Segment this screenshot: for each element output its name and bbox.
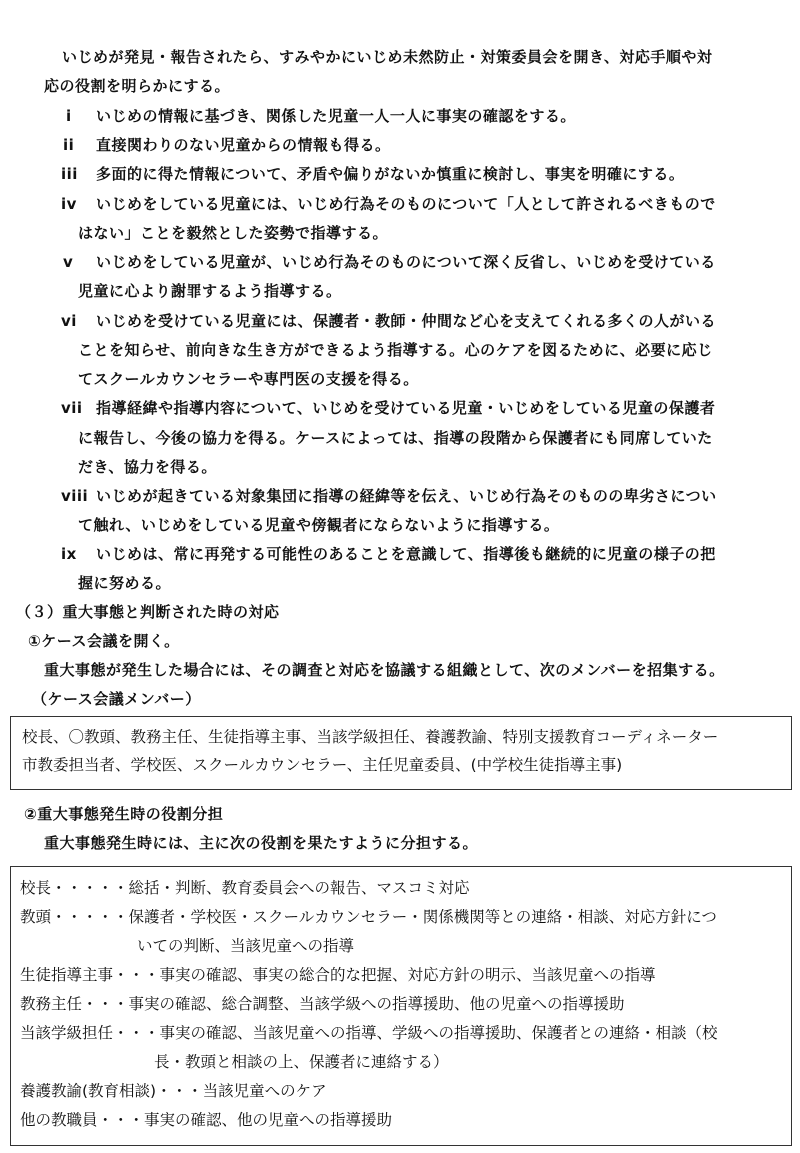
step-vii-marker: vii [61, 399, 83, 417]
step-i-text: いじめの情報に基づき、関係した児童一人一人に事実の確認をする。 [96, 107, 576, 125]
step-ii-text: 直接関わりのない児童からの情報も得る。 [96, 136, 391, 154]
step-ix-marker: ix [61, 545, 77, 563]
step-vii-text-2: に報告し、今後の協力を得る。ケースによっては、指導の段階から保護者にも同席していた [78, 429, 713, 447]
step-i-marker: i [66, 107, 72, 125]
step-vii-text-3: だき、協力を得る。 [78, 458, 217, 476]
roles-text: 重大事態発生時には、主に次の役割を果たすように分担する。 [44, 834, 479, 852]
role-other-staff: 他の教職員・・・事実の確認、他の児童への指導援助 [20, 1111, 393, 1129]
step-ix-text-2: 握に努める。 [78, 574, 172, 592]
section-3-heading: （３）重大事態と判断された時の対応 [16, 603, 280, 621]
step-vi-marker: vi [61, 312, 77, 330]
members-label: （ケース会議メンバー） [32, 690, 201, 708]
step-ii-marker: ii [63, 136, 75, 154]
step-viii-marker: viii [61, 487, 89, 505]
role-vice-principal-1: 教頭・・・・・保護者・学校医・スクールカウンセラー・関係機関等との連絡・相談、対応方針につ [20, 908, 717, 926]
role-student-guidance: 生徒指導主事・・・事実の確認、事実の総合的な把握、対応方針の明示、当該児童への指導 [20, 966, 656, 984]
members-line-1: 校長、〇教頭、教務主任、生徒指導主事、当該学級担任、養護教諭、特別支援教育コーディネーター [22, 728, 719, 746]
step-vi-text-2: ことを知らせ、前向きな生き方ができるよう指導する。心のケアを図るために、必要に応じ [78, 341, 713, 359]
step-iv-marker: iv [61, 195, 77, 213]
step-v-text-1: いじめをしている児童が、いじめ行為そのものについて深く反省し、いじめを受けている [96, 253, 716, 271]
case-meeting-heading: ①ケース会議を開く。 [28, 632, 180, 650]
step-vi-text-1: いじめを受けている児童には、保護者・教師・仲間など心を支えてくれる多くの人がいる [96, 312, 717, 330]
intro-line-2: 応の役割を明らかにする。 [44, 77, 231, 95]
step-vii-text-1: 指導経緯や指導内容について、いじめを受けている児童・いじめをしている児童の保護者 [96, 399, 716, 417]
step-ix-text-1: いじめは、常に再発する可能性のあることを意識して、指導後も継続的に児童の様子の把 [96, 545, 716, 563]
role-vice-principal-2: いての判断、当該児童への指導 [137, 937, 355, 955]
step-viii-text-1: いじめが起きている対象集団に指導の経緯等を伝え、いじめ行為そのものの卑劣さについ [96, 487, 717, 505]
step-iii-marker: iii [61, 165, 78, 183]
members-line-2: 市教委担当者、学校医、スクールカウンセラー、主任児童委員、(中学校生徒指導主事) [22, 756, 623, 774]
step-iv-text-2: はない」ことを毅然とした姿勢で指導する。 [78, 224, 389, 242]
role-homeroom-teacher-2: 長・教頭と相談の上、保護者に連絡する） [154, 1053, 449, 1071]
intro-line-1: いじめが発見・報告されたら、すみやかにいじめ未然防止・対策委員会を開き、対応手順や対 [62, 48, 713, 66]
step-iii-text: 多面的に得た情報について、矛盾や偏りがないか慎重に検討し、事実を明確にする。 [96, 165, 685, 183]
role-school-nurse: 養護教諭(教育相談)・・・当該児童へのケア [20, 1082, 327, 1100]
role-principal: 校長・・・・・総括・判断、教育委員会への報告、マスコミ対応 [20, 879, 470, 897]
step-viii-text-2: て触れ、いじめをしている児童や傍観者にならないように指導する。 [78, 516, 560, 534]
step-iv-text-1: いじめをしている児童には、いじめ行為そのものについて「人として許されるべきもので [96, 195, 716, 213]
case-meeting-text: 重大事態が発生した場合には、その調査と対応を協議する組織として、次のメンバーを招集する。 [44, 661, 725, 679]
role-homeroom-teacher-1: 当該学級担任・・・事実の確認、当該児童への指導、学級への指導援助、保護者との連絡・相談（校 [20, 1024, 718, 1042]
step-vi-text-3: てスクールカウンセラーや専門医の支援を得る。 [78, 370, 419, 388]
role-academic-affairs: 教務主任・・・事実の確認、総合調整、当該学級への指導援助、他の児童への指導援助 [20, 995, 625, 1013]
step-v-text-2: 児童に心より謝罪するよう指導する。 [78, 282, 342, 300]
step-v-marker: v [63, 253, 74, 271]
roles-heading: ②重大事態発生時の役割分担 [24, 805, 224, 823]
